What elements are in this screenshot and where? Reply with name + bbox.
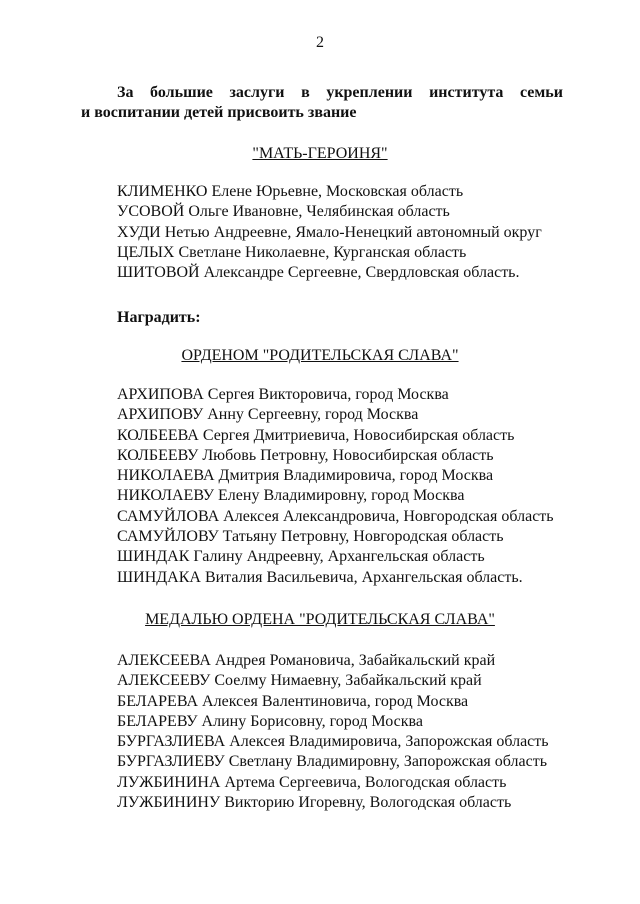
list-item: УСОВОЙ Ольге Ивановне, Челябинская область — [117, 203, 450, 221]
list-item: ШИНДАК Галину Андреевну, Архангельская область — [117, 548, 485, 566]
award-label: Наградить: — [117, 309, 201, 326]
intro-word: большие — [150, 84, 213, 101]
list-item: САМУЙЛОВА Алексея Александровича, Новгородская область — [117, 507, 554, 525]
intro-word: заслуги — [229, 84, 285, 101]
list-item: ЛУЖБИНИНУ Викторию Игоревну, Вологодская область — [117, 794, 512, 812]
list-item: БЕЛАРЕВУ Алину Борисовну, город Москва — [117, 712, 423, 730]
list-item: НИКОЛАЕВА Дмитрия Владимировича, город Москва — [117, 467, 494, 485]
list-item: АЛЕКСЕЕВУ Соелму Нимаевну, Забайкальский край — [117, 672, 482, 690]
list-item: ШИТОВОЙ Александре Сергеевне, Свердловская область. — [117, 264, 520, 282]
page-number: 2 — [316, 34, 324, 51]
list-item: АРХИПОВА Сергея Викторовича, город Москва — [117, 386, 449, 403]
intro-word: института — [429, 84, 504, 101]
list-item: НИКОЛАЕВУ Елену Владимировну, город Москва — [117, 487, 465, 505]
intro-word: За — [117, 84, 134, 101]
order-title: ОРДЕНОМ "РОДИТЕЛЬСКАЯ СЛАВА" — [181, 347, 459, 364]
list-item: БУРГАЗЛИЕВА Алексея Владимировича, Запорожская область — [117, 733, 549, 751]
list-item: КЛИМЕНКО Елене Юрьевне, Московская область — [117, 183, 464, 200]
intro-word: семьи — [520, 84, 563, 101]
list-item: КОЛБЕЕВУ Любовь Петровну, Новосибирская область — [117, 446, 494, 464]
medal-title: МЕДАЛЬЮ ОРДЕНА "РОДИТЕЛЬСКАЯ СЛАВА" — [145, 611, 495, 628]
intro-word: в — [301, 84, 310, 101]
intro-word: укреплении — [326, 84, 413, 101]
list-item: ЛУЖБИНИНА Артема Сергеевича, Вологодская область — [117, 773, 507, 791]
list-item: БУРГАЗЛИЕВУ Светлану Владимировну, Запорожская область — [117, 753, 547, 771]
list-item: БЕЛАРЕВА Алексея Валентиновича, город Москва — [117, 692, 469, 710]
intro-line-1 — [81, 83, 563, 103]
intro-line-2: и воспитании детей присвоить звание — [81, 104, 357, 121]
list-item: ЦЕЛЫХ Светлане Николаевне, Курганская область — [117, 243, 467, 261]
mother-heroine-title: "МАТЬ-ГЕРОИНЯ" — [252, 145, 388, 162]
mother-heroine-list — [117, 182, 542, 283]
medal-list — [117, 651, 549, 813]
list-item: КОЛБЕЕВА Сергея Дмитриевича, Новосибирская область — [117, 426, 515, 444]
list-item: АЛЕКСЕЕВА Андрея Романовича, Забайкальский край — [117, 652, 496, 669]
list-item: ХУДИ Нетью Андреевне, Ямало-Ненецкий автономный округ — [117, 223, 542, 241]
list-item: ШИНДАКА Виталия Васильевича, Архангельская область. — [117, 568, 523, 586]
list-item: АРХИПОВУ Анну Сергеевну, город Москва — [117, 406, 419, 424]
list-item: САМУЙЛОВУ Татьяну Петровну, Новгородская область — [117, 528, 504, 546]
order-list — [117, 385, 554, 588]
